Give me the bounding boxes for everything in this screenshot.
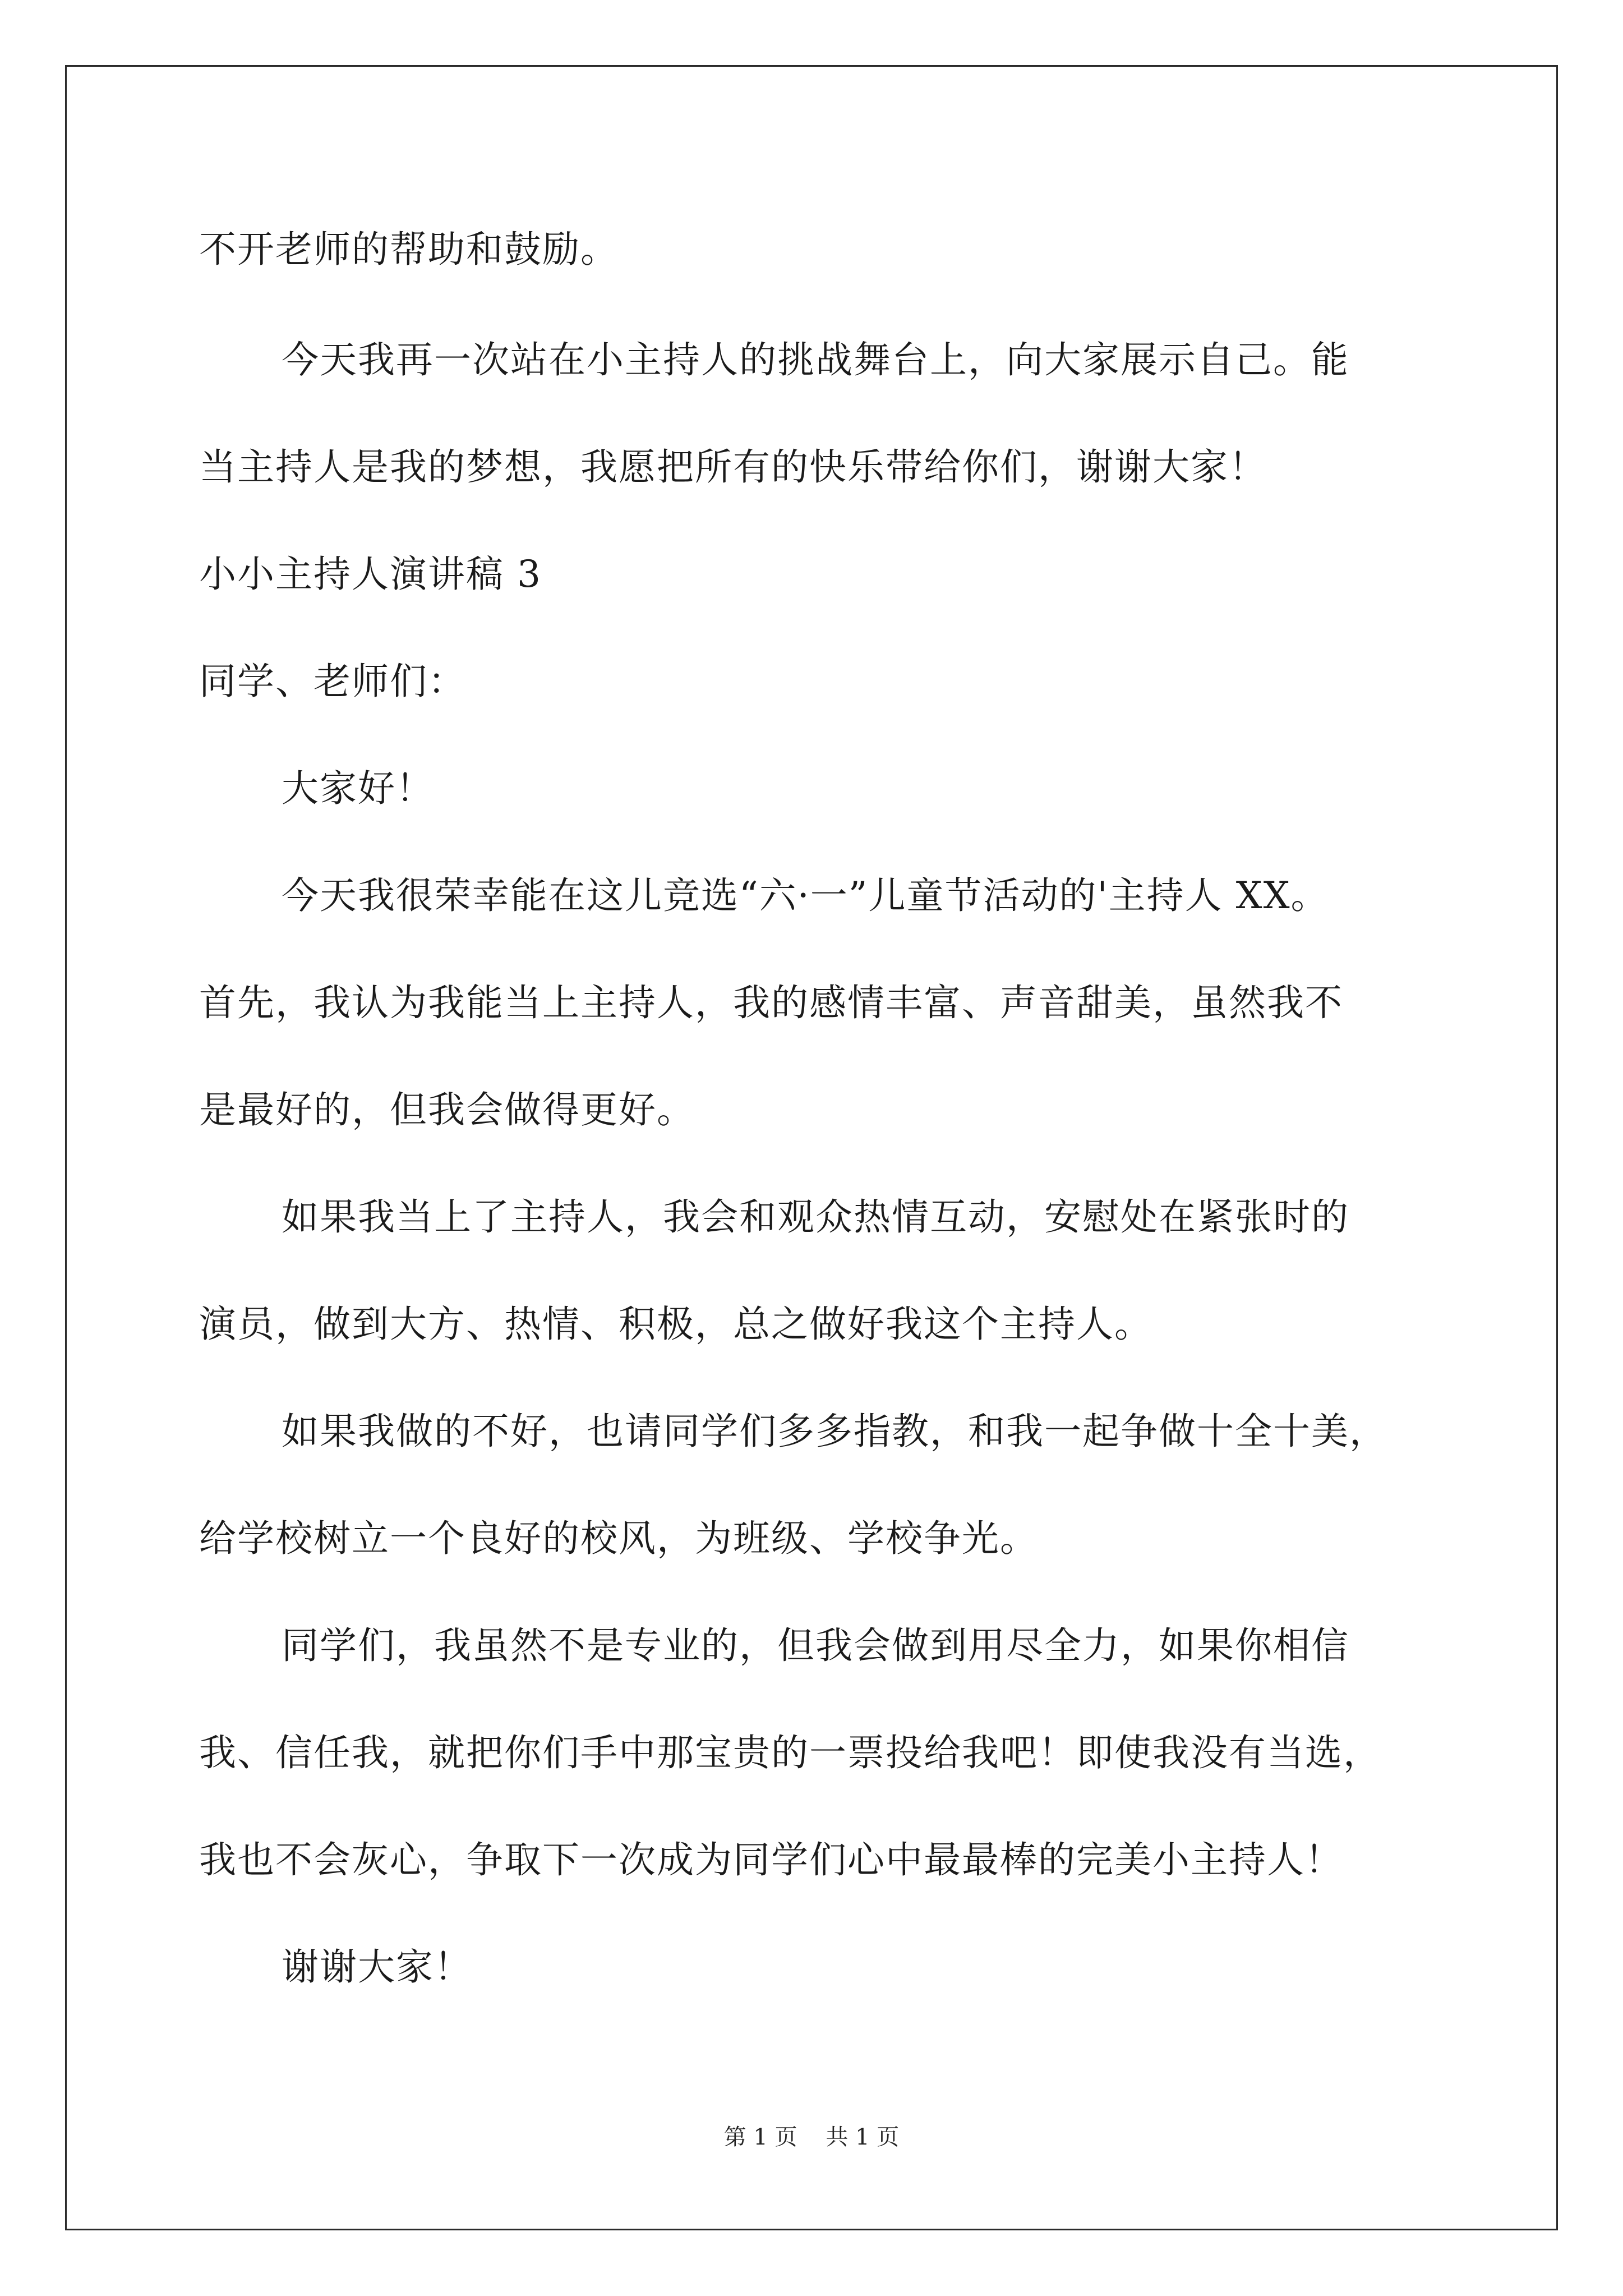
paragraph-line: 不开老师的帮助和鼓励。 (199, 228, 619, 271)
closing-line: 谢谢大家！ (282, 1945, 472, 1989)
paragraph-line: 如果我做的不好，也请同学们多多指教，和我一起争做十全十美， (282, 1410, 1387, 1453)
page-border (65, 65, 1558, 2230)
section-heading: 小小主持人演讲稿 3 (199, 553, 542, 596)
paragraph-line: 当主持人是我的梦想，我愿把所有的快乐带给你们，谢谢大家！ (199, 445, 1267, 489)
paragraph-line: 演员，做到大方、热情、积极，总之做好我这个主持人。 (199, 1303, 1152, 1346)
paragraph-line: 首先，我认为我能当上主持人，我的感情丰富、声音甜美，虽然我不 (199, 981, 1343, 1024)
paragraph-line: 同学们，我虽然不是专业的，但我会做到用尽全力，如果你相信 (282, 1624, 1349, 1667)
salutation: 同学、老师们： (199, 660, 466, 703)
paragraph-line: 我、信任我，就把你们手中那宝贵的一票投给我吧！即使我没有当选， (199, 1731, 1381, 1774)
paragraph-line: 是最好的，但我会做得更好。 (199, 1088, 695, 1131)
paragraph-line: 给学校树立一个良好的校风，为班级、学校争光。 (199, 1517, 1038, 1560)
paragraph-line: 今天我很荣幸能在这儿竞选“六·一”儿童节活动的'主持人 XX。 (282, 874, 1329, 917)
paragraph-line: 如果我当上了主持人，我会和观众热情互动，安慰处在紧张时的 (282, 1195, 1349, 1239)
paragraph-line: 我也不会灰心，争取下一次成为同学们心中最最棒的完美小主持人！ (199, 1838, 1343, 1881)
greeting: 大家好！ (282, 767, 434, 810)
page-footer: 第 1 页 共 1 页 (723, 2124, 900, 2150)
paragraph-line: 今天我再一次站在小主持人的挑战舞台上，向大家展示自己。能 (282, 338, 1349, 381)
